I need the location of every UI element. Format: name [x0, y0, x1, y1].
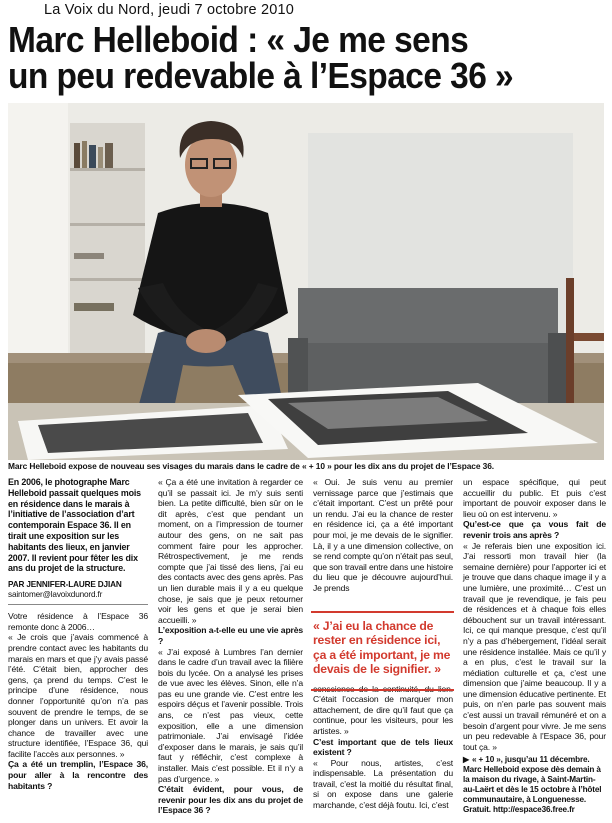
page-title	[8, 19, 566, 96]
question: C’est important que de tels lieux existent ?	[313, 736, 453, 758]
answer: conscience de la continuité, du lien. C’était l’occasion de marquer mon attachement, de dire qu’il faut que ça continue, pour les visiteurs, pour les artistes. »	[313, 683, 453, 736]
headline-line-2: un peu redevable à l’Espace 36 »	[8, 55, 514, 96]
divider	[8, 604, 148, 605]
event-info	[463, 755, 606, 815]
question: Ça a été un tremplin, l’Espace 36, pour aller à la rencontre des habitants ?	[8, 759, 148, 791]
question: Votre résidence à l’Espace 36 remonte donc à 2006…	[8, 611, 148, 632]
article-column-4	[463, 477, 606, 815]
photo-caption: Marc Helleboid expose de nouveau ses visages du marais dans le cadre de « + 10 » pour les dix ans du projet de l’Espace 36.	[8, 461, 494, 471]
byline-author: PAR JENNIFER-LAURE DJIAN	[8, 580, 122, 590]
answer: un espace spécifique, qui peut accueillir du public. Et puis c’est important de pouvoir exposer dans le lieu où on est intervenu. »	[463, 477, 606, 519]
answer: « Ça a été une invitation à regarder ce qu’il se passait ici. Je m’y suis senti bien. La petite difficulté, bien sûr on le dit après, c’est que pendant un moment, on a l’impression de tourner autour des gens, on ne sait pas comment faire pour les approcher. Rétrospectivement, je me rends compte que j’ai tissé des liens, j’ai eu des contacts avec des gens après. Pas un lien durable mais il y a eu quelque chose, je sais que je peux retourner voir les gens et que je serai bien accueilli. »	[158, 477, 303, 625]
pull-quote: « J’ai eu la chance de rester en résidence ici, ça a été important, je me devais de le signifier. »	[311, 611, 454, 691]
question: C’était évident, pour vous, de revenir pour les dix ans du projet de l’Espace 36 ?	[158, 784, 303, 816]
portrait-photo	[8, 103, 604, 460]
answer: « Pour nous, artistes, c’est indispensable. La présentation du travail, c’est la moitié du résultat final, si on expose dans une galerie marchande, c’est déjà foutu. Ici, c’est	[313, 757, 453, 811]
article-column-1	[8, 477, 148, 791]
event-info-text: « + 10 », jusqu’au 11 décembre. Marc Helleboid expose dès demain à la maison du rivage, à Saint-Martin-au-Laërt et dès le 15 octobre à l’hôtel communautaire, à Longuenesse. Gratuit. http://espace36.free.fr	[463, 755, 602, 815]
answer: « Oui. Je suis venu au premier vernissage parce que j’estimais que c’était important. C’est un prêté pour un rendu. J’ai eu la chance de rester en résidence ici, ça a été important pour moi, je me devais de le signifier. Là, il y a une dimension collective, on se rend compte qu’on n’était pas seul, que son travail entre dans une histoire du lieu que je découvre aujourd’hui. Je prends	[313, 477, 453, 593]
byline	[8, 580, 148, 600]
masthead: La Voix du Nord, jeudi 7 octobre 2010	[44, 2, 295, 18]
question: L’exposition a-t-elle eu une vie après ?	[158, 625, 303, 646]
answer: « Je referais bien une exposition ici. J’ai ressorti mon travail hier (la semaine dernière) pour l’apporter ici et je trouve que dans chaque image il y a une lumière, une proximité… C’est un travail que je revendique, je fais peu de résidences et à chaque fois elles débouchent sur un travail intéressant. Ici, ce qui manque presque, c’est qu’il n’y a pas d’hébergement, l’idéal serait une résidence installée. Mais ce qu’il y a en plus, c’est le travail sur la médiation culturelle et ça, c’est une dimension que j’aime beaucoup. Il y a une dimension éducative pertinente. Et puis, on n’en parle pas souvent mais c’est aussi un travail rémunéré et on a besoin d’argent pour vivre. Je me sens un peu redevable à l’Espace 36, pour tout ça. »	[463, 540, 606, 752]
answer: « Je crois que j’avais commencé à prendre contact avec les habitants du marais en mars et que j’y avais passé l’été. C’était bien, approcher des gens, ça prend du temps. C’est le principe d’une résidence, nous donner l’opportunité qu’on n’a pas souvent de prendre le temps, de se plonger dans un univers. Et avoir la chance de travailler avec une structure identifiée, l’Espace 36, qui facilite l’accès aux personnes. »	[8, 632, 148, 759]
headline-line-1: Marc Helleboid : « Je me sens	[8, 19, 469, 60]
question: Qu’est-ce que ça vous fait de revenir trois ans après ?	[463, 519, 606, 540]
article-column-2	[158, 477, 303, 816]
article-lead: En 2006, le photographe Marc Helleboid passait quelques mois en résidence dans le marais à l’initiative de l’association d’art contemporain Espace 36. Il en tirait une exposition sur les habitants des lieux, en janvier 2007. Il revient pour fêter les dix ans du projet de la structure.	[8, 477, 141, 574]
answer: « J’ai exposé à Lumbres l’an dernier dans le cadre d’un travail avec la filière bois du lycée. On a analysé les prises de vue avec les élèves. Sinon, elle n’a pas eu une grande vie. C’est entre les espoirs déçus et l’avenir possible. Trois ans, ce n’est pas vieux, cette exposition, elle a une dimension patrimoniale. J’ai envisagé l’idée d’exposer dans le marais, je sais qu’il faut y réfléchir, c’est complexe à installer. Mais c’est possible. Et il n’y a pas d’urgence. »	[158, 646, 303, 784]
photo-illustration	[8, 103, 604, 460]
triangle-icon: ▶	[463, 755, 470, 765]
byline-email[interactable]: saintomer@lavoixdunord.fr	[8, 590, 103, 600]
